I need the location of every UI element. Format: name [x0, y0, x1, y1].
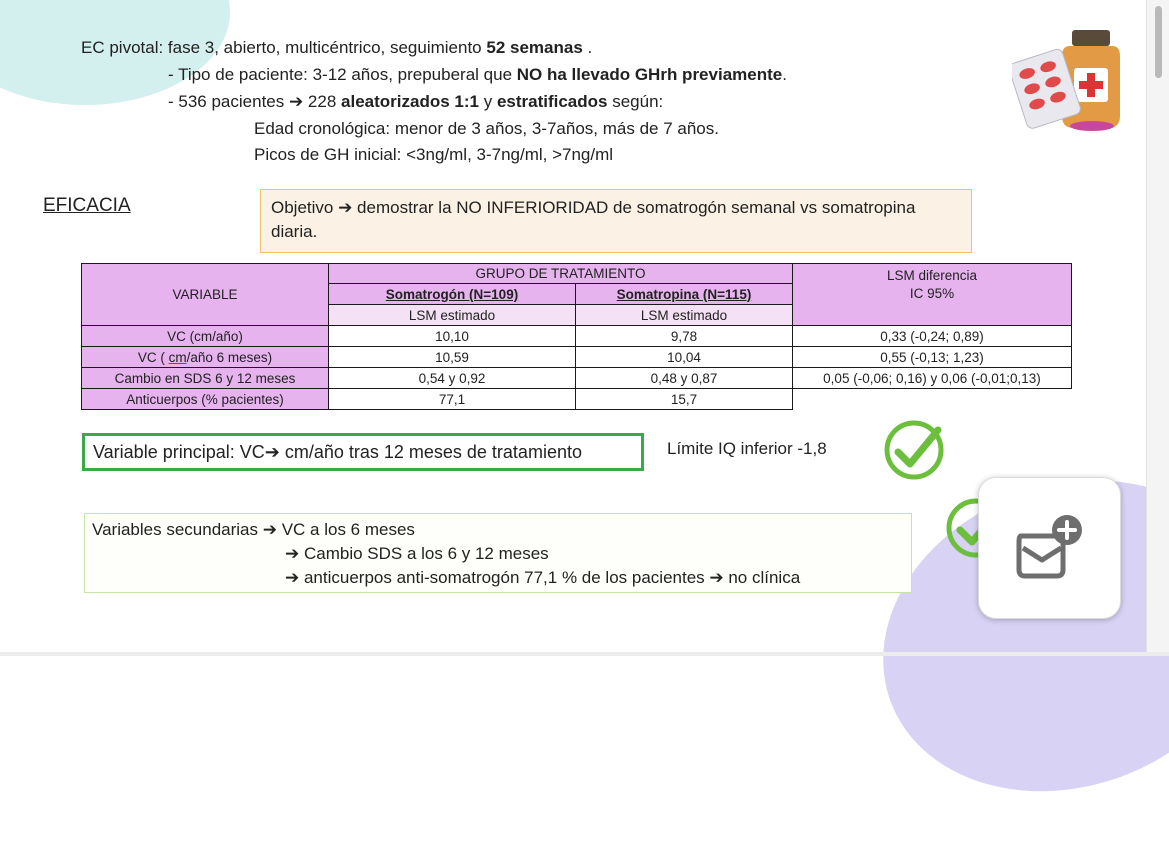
secondary-line-1: Variables secundarias ➔ VC a los 6 meses — [92, 520, 415, 539]
pills-medicine-icon — [1012, 24, 1124, 134]
patient-type-text: - Tipo de paciente: 3-12 años, prepuberal que — [168, 65, 517, 84]
row-value-somatrogon: 10,59 — [329, 347, 576, 368]
section-title-eficacia: EFICACIA — [43, 195, 131, 216]
somatropina-label: Somatropina (N=115) — [616, 286, 752, 302]
header-variable: VARIABLE — [82, 264, 329, 326]
row-value-somatropina: 9,78 — [576, 326, 793, 347]
row-variable: VC (cm/año) — [82, 326, 329, 347]
objective-box: Objetivo ➔ demostrar la NO INFERIORIDAD de somatrogón semanal vs somatropina diaria. — [260, 189, 972, 253]
row-value-somatrogon: 0,54 y 0,92 — [329, 368, 576, 389]
lsm-line2: IC 95% — [909, 286, 955, 301]
row-value-somatrogon: 10,10 — [329, 326, 576, 347]
row-diff: 0,33 (-0,24; 0,89) — [793, 326, 1072, 347]
study-duration: 52 semanas — [486, 38, 583, 57]
study-description — [81, 38, 592, 58]
row-value-somatrogon: 77,1 — [329, 389, 576, 410]
table-row — [82, 347, 1072, 368]
lower-limit-text: Límite IQ inferior -1,8 — [667, 439, 827, 458]
study-text: EC pivotal: fase 3, abierto, multicéntrico, seguimiento — [81, 38, 487, 57]
row-variable-post: /año 6 meses) — [186, 349, 273, 365]
patient-type-bold: NO ha llevado GHrh previamente — [516, 65, 783, 84]
patient-type — [168, 65, 787, 85]
patient-count — [168, 92, 663, 112]
secondary-line-3: ➔ anticuerpos anti-somatrogón 77,1 % de los pacientes ➔ no clínica — [285, 568, 801, 587]
row-variable: Anticuerpos (% pacientes) — [82, 389, 329, 410]
somatrogon-label: Somatrogón (N=109) — [385, 286, 519, 302]
check-circle-icon — [882, 418, 946, 482]
subheader-lsm-1: LSM estimado — [329, 305, 576, 326]
lsm-line1: LSM diferencia — [886, 268, 978, 283]
bottom-edge — [0, 652, 1169, 656]
patient-count-suffix: según: — [607, 92, 664, 111]
age-strata: Edad cronológica: menor de 3 años, 3-7años, más de 7 años. — [254, 119, 719, 138]
header-somatrogon — [329, 284, 576, 305]
gh-strata: Picos de GH inicial: <3ng/ml, 3-7ng/ml, >7ng/ml — [254, 145, 614, 164]
results-table — [81, 263, 1072, 410]
header-lsm — [793, 264, 1072, 326]
header-group: GRUPO DE TRATAMIENTO — [329, 264, 793, 284]
add-mail-button[interactable] — [978, 477, 1121, 619]
row-variable — [82, 347, 329, 368]
header-somatropina — [576, 284, 793, 305]
randomized-bold: aleatorizados 1:1 — [341, 92, 479, 111]
row-diff-empty — [793, 389, 1072, 410]
study-suffix: . — [582, 38, 593, 57]
patient-count-mid: y — [478, 92, 497, 111]
primary-variable-box: Variable principal: VC➔ cm/año tras 12 meses de tratamiento — [82, 433, 644, 471]
subheader-lsm-2: LSM estimado — [576, 305, 793, 326]
row-value-somatropina: 0,48 y 0,87 — [576, 368, 793, 389]
row-variable-link: cm — [168, 349, 187, 365]
table-row — [82, 326, 1072, 347]
row-variable: Cambio en SDS 6 y 12 meses — [82, 368, 329, 389]
scrollbar-track[interactable] — [1146, 0, 1169, 656]
secondary-variables-box — [84, 513, 912, 593]
stratified-bold: estratificados — [496, 92, 608, 111]
secondary-line-2: ➔ Cambio SDS a los 6 y 12 meses — [285, 544, 549, 563]
row-variable-pre: VC ( — [137, 349, 169, 365]
scrollbar-thumb[interactable] — [1155, 6, 1162, 78]
row-diff: 0,55 (-0,13; 1,23) — [793, 347, 1072, 368]
table-row — [82, 368, 1072, 389]
row-value-somatropina: 15,7 — [576, 389, 793, 410]
table-row — [82, 389, 1072, 410]
patient-count-text: - 536 pacientes ➔ 228 — [168, 92, 342, 111]
row-diff: 0,05 (-0,06; 0,16) y 0,06 (-0,01;0,13) — [793, 368, 1072, 389]
patient-type-suffix: . — [782, 65, 787, 84]
mail-add-icon — [979, 478, 1120, 618]
row-value-somatropina: 10,04 — [576, 347, 793, 368]
